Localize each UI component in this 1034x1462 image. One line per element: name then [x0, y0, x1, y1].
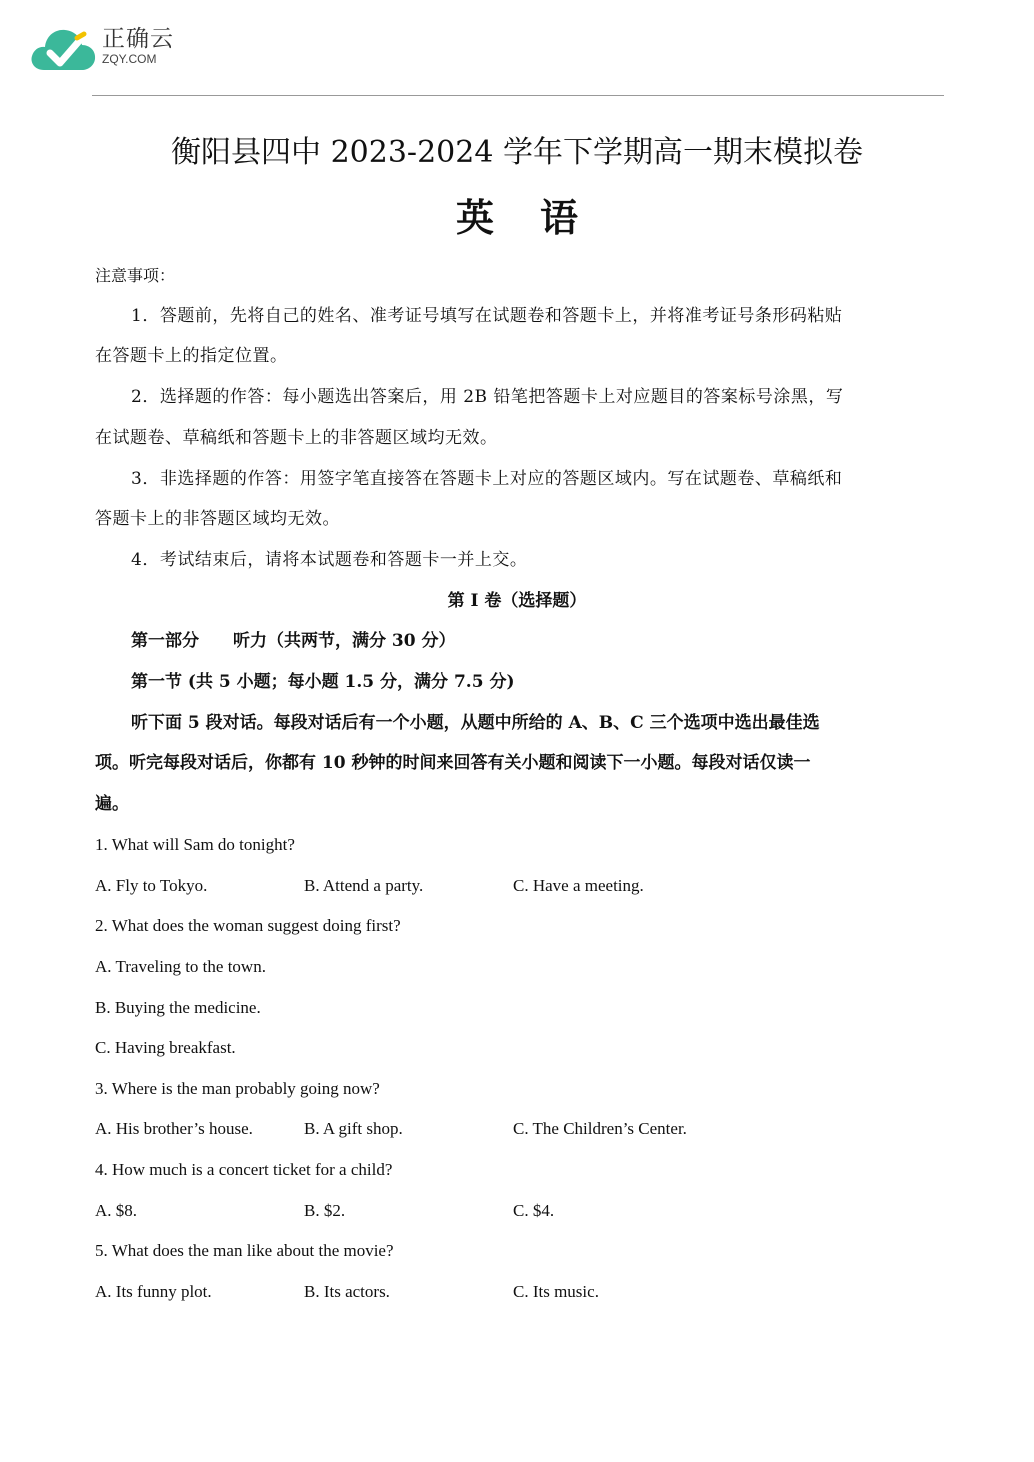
option-b: B. Buying the medicine.: [95, 998, 261, 1017]
subject-title: 英语: [455, 196, 624, 240]
question-stem: 4. How much is a concert ticket for a child?: [95, 1160, 393, 1179]
question-stem: 5. What does the man like about the movie?: [95, 1241, 394, 1260]
logo-domain: ZQY.COM: [102, 52, 157, 66]
instruction-line: 听下面 5 段对话。每段对话后有一个小题，从题中所给的 A、B、C 三个选项中选出最佳选: [131, 713, 820, 733]
volume-title: 第 I 卷（选择题）: [447, 591, 587, 611]
option-c: C. Have a meeting.: [513, 876, 644, 895]
instruction-line: 项。听完每段对话后，你都有 10 秒钟的时间来回答有关小题和阅读下一小题。每段对话仅读一: [95, 753, 811, 773]
notes-heading: 注意事项：: [95, 266, 176, 285]
question-stem: 3. Where is the man probably going now?: [95, 1079, 380, 1098]
part-title: 第一部分 听力（共两节，满分 30 分）: [131, 631, 456, 651]
question-stem: 1. What will Sam do tonight?: [95, 835, 295, 854]
instruction-line: 遍。: [95, 794, 129, 814]
header-divider: [92, 95, 944, 96]
logo-chinese-name: 正确云: [102, 26, 174, 52]
note-line: 在试题卷、草稿纸和答题卡上的非答题区域均无效。: [95, 428, 498, 448]
option-a: A. Fly to Tokyo.: [95, 876, 208, 895]
note-line: 2．选择题的作答：每小题选出答案后，用 2B 铅笔把答题卡上对应题目的答案标号涂黑，写: [131, 387, 844, 407]
option-b: B. A gift shop.: [304, 1119, 403, 1138]
option-a: A. His brother’s house.: [95, 1119, 253, 1138]
cloud-check-icon: [30, 22, 100, 78]
option-b: B. Its actors.: [304, 1282, 390, 1301]
option-c: C. Its music.: [513, 1282, 599, 1301]
logo-text: [102, 26, 174, 66]
option-c: C. Having breakfast.: [95, 1038, 236, 1057]
note-line: 3．非选择题的作答：用签字笔直接答在答题卡上对应的答题区域内。写在试题卷、草稿纸和: [131, 469, 843, 489]
note-line: 4．考试结束后，请将本试题卷和答题卡一并上交。: [131, 550, 528, 570]
option-a: A. Traveling to the town.: [95, 957, 266, 976]
option-a: A. $8.: [95, 1201, 138, 1220]
note-line: 1．答题前，先将自己的姓名、准考证号填写在试题卷和答题卡上，并将准考证号条形码粘贴: [131, 306, 843, 326]
exam-title: 衡阳县四中 2023-2024 学年下学期高一期末模拟卷: [171, 135, 863, 170]
option-c: C. The Children’s Center.: [513, 1119, 687, 1138]
option-b: B. Attend a party.: [304, 876, 424, 895]
note-line: 在答题卡上的指定位置。: [95, 346, 288, 366]
option-a: A. Its funny plot.: [95, 1282, 212, 1301]
option-c: C. $4.: [513, 1201, 555, 1220]
question-stem: 2. What does the woman suggest doing first?: [95, 916, 401, 935]
subsection-title: 第一节 (共 5 小题；每小题 1.5 分，满分 7.5 分): [131, 672, 515, 692]
note-line: 答题卡上的非答题区域均无效。: [95, 509, 340, 529]
option-b: B. $2.: [304, 1201, 346, 1220]
